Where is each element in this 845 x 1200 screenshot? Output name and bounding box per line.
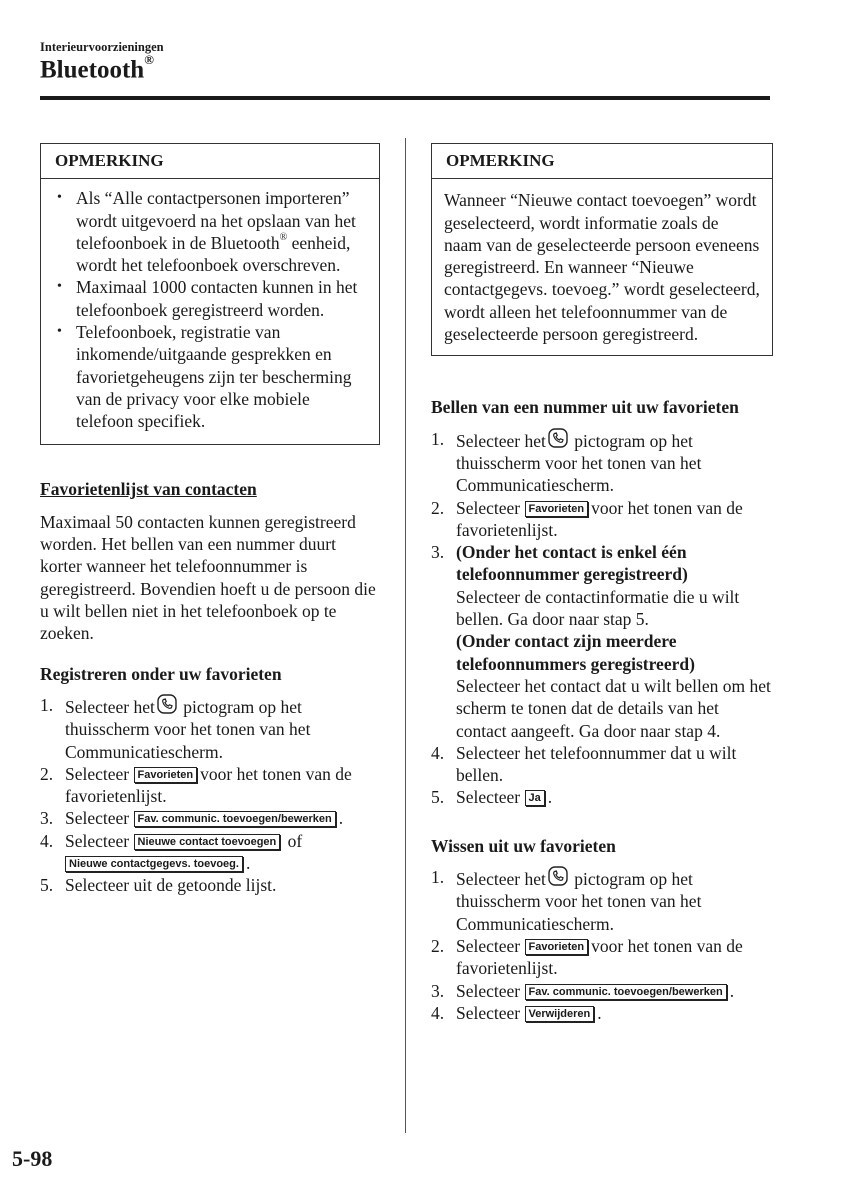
phone-icon	[157, 694, 177, 714]
step-item	[431, 497, 773, 542]
note-body: Wanneer “Nieuwe contact toevoegen” wordt geselecteerd, wordt informatie zoals de naam van de geselecteerde persoon eveneens geregistreerd. En wanneer “Nieuwe contactgegevs. toevoeg.” wordt geselecteerd, wordt alleen het telefoonnummer van de geselecteerde persoon geregistreerd.	[444, 190, 760, 345]
note-bullet: • Telefoonboek, registratie van inkomende/uitgaande gesprekken en favorietgeheugens zijn ter bescherming van de privacy voor elke mobiele telefoon specifiek.	[57, 321, 367, 432]
step-text: Selecteer	[456, 497, 525, 518]
phone-icon	[548, 428, 568, 448]
favorites-button[interactable]: Favorieten	[525, 501, 589, 517]
new-contact-button[interactable]: Nieuwe contact toevoegen	[134, 834, 281, 850]
step-number: 4.	[40, 830, 54, 851]
step-condition: (Onder contact zijn meerdere telefoonnummers geregistreerd)	[456, 631, 695, 674]
favorites-heading: Favorietenlijst van contacten	[40, 478, 257, 499]
note-bullet-list	[57, 187, 367, 432]
title-rule	[40, 96, 770, 100]
phone-icon	[548, 866, 568, 886]
call-steps	[431, 428, 773, 809]
note-bullet	[57, 187, 367, 276]
step-text: Selecteer het telefoonnummer dat u wilt bellen.	[456, 742, 737, 786]
step-text: Selecteer het	[456, 869, 546, 890]
step-number: 5.	[40, 875, 54, 896]
note-bullet: • Maximaal 1000 contacten kunnen in het telefoonboek geregistreerd worden.	[57, 276, 367, 321]
favorites-button[interactable]: Favorieten	[525, 939, 589, 955]
note-heading: OPMERKING	[41, 144, 379, 179]
step-text: Selecteer	[65, 830, 134, 851]
step-text: Selecteer	[456, 935, 525, 956]
step-item	[431, 742, 773, 787]
step-number: 1.	[431, 867, 445, 888]
step-text: Selecteer	[456, 787, 525, 808]
step-text: Selecteer	[456, 980, 525, 1001]
step-number: 5.	[431, 787, 445, 808]
step-item	[431, 541, 773, 742]
step-item	[40, 694, 380, 763]
step-number: 1.	[431, 428, 445, 449]
step-number: 4.	[431, 742, 445, 763]
step-text: voor het tonen van de favorietenlijst.	[65, 763, 352, 807]
column-divider	[405, 138, 406, 1133]
step-number: 2.	[431, 935, 445, 956]
register-heading: Registreren onder uw favorieten	[40, 663, 282, 684]
step-text: Selecteer	[65, 808, 134, 829]
note-bullet-text: Als “Alle contactpersonen importeren” wordt uitgevoerd na het opslaan van het telefoonboek in de Bluetooth	[76, 188, 356, 253]
step-text: .	[597, 1002, 602, 1023]
step-text: Selecteer het contact dat u wilt bellen om het scherm te tonen dat de details van het contact aangeeft. Ga door naar stap 4.	[456, 675, 771, 741]
step-number: 2.	[431, 497, 445, 518]
note-bullet-text: eenheid, wordt het telefoonboek overschreven.	[76, 232, 351, 276]
note-box	[40, 143, 380, 445]
add-edit-favorites-button[interactable]: Fav. communic. toevoegen/bewerken	[525, 984, 727, 1000]
step-text: voor het tonen van de favorietenlijst.	[456, 497, 743, 540]
page-title-text: Bluetooth	[40, 56, 145, 84]
right-column	[431, 143, 773, 1024]
step-number: 4.	[431, 1002, 445, 1023]
favorites-button[interactable]: Favorieten	[134, 767, 198, 783]
step-item	[431, 980, 773, 1002]
step-number: 1.	[40, 694, 54, 715]
step-number: 3.	[40, 808, 54, 829]
step-item	[40, 830, 380, 875]
delete-steps	[431, 866, 773, 1024]
note-box	[431, 143, 773, 356]
step-text: Selecteer uit de getoonde lijst.	[65, 875, 277, 896]
register-steps	[40, 694, 380, 897]
new-contact-details-button[interactable]: Nieuwe contactgegevs. toevoeg.	[65, 856, 243, 872]
step-number: 2.	[40, 763, 54, 784]
step-text: of	[287, 830, 303, 851]
step-number: 3.	[431, 542, 445, 563]
page-number: 5-98	[12, 1146, 53, 1171]
step-item	[40, 807, 380, 829]
section-label: Interieurvoorzieningen	[40, 40, 164, 54]
favorites-paragraph: Maximaal 50 contacten kunnen geregistreerd worden. Het bellen van een nummer duurt korter wanneer het telefoonnummer is geregistreerd. Bovendien hoeft u de persoon die u wilt bellen niet in het telefoonboek op te zoeken.	[40, 511, 376, 644]
step-text: Selecteer het	[456, 430, 546, 451]
step-text: Selecteer de contactinformatie die u wilt bellen. Ga door naar stap 5.	[456, 586, 740, 630]
yes-button[interactable]: Ja	[525, 790, 545, 806]
step-text: pictogram op het thuisscherm voor het tonen van het Communicatiescherm.	[456, 869, 702, 934]
step-item	[40, 874, 380, 896]
step-item	[431, 428, 773, 497]
registered-mark: ®	[279, 231, 288, 243]
step-text: Selecteer het	[65, 696, 155, 717]
step-item	[431, 866, 773, 935]
note-heading: OPMERKING	[432, 144, 772, 179]
step-text: Selecteer	[456, 1002, 525, 1023]
step-text: pictogram op het thuisscherm voor het tonen van het Communicatiescherm.	[65, 696, 311, 762]
step-text: .	[338, 808, 344, 829]
step-text: voor het tonen van de favorietenlijst.	[456, 935, 743, 979]
step-condition: (Onder het contact is enkel één telefoonnummer geregistreerd)	[456, 542, 688, 585]
step-text: pictogram op het thuisscherm voor het tonen van het Communicatiescherm.	[456, 430, 702, 496]
delete-heading: Wissen uit uw favorieten	[431, 835, 616, 856]
step-text: .	[729, 980, 735, 1001]
note-body	[41, 179, 379, 443]
step-text: Selecteer	[65, 763, 134, 784]
step-item	[40, 763, 380, 808]
left-column	[40, 143, 380, 897]
step-text: .	[547, 787, 553, 808]
step-text: .	[245, 853, 251, 874]
delete-button[interactable]: Verwijderen	[525, 1006, 595, 1022]
step-item	[431, 786, 773, 808]
registered-mark: ®	[144, 52, 154, 67]
step-item	[431, 935, 773, 980]
page-title	[40, 52, 154, 84]
step-item	[431, 1002, 773, 1024]
call-heading: Bellen van een nummer uit uw favorieten	[431, 397, 739, 418]
step-number: 3.	[431, 980, 445, 1001]
add-edit-favorites-button[interactable]: Fav. communic. toevoegen/bewerken	[134, 811, 336, 827]
